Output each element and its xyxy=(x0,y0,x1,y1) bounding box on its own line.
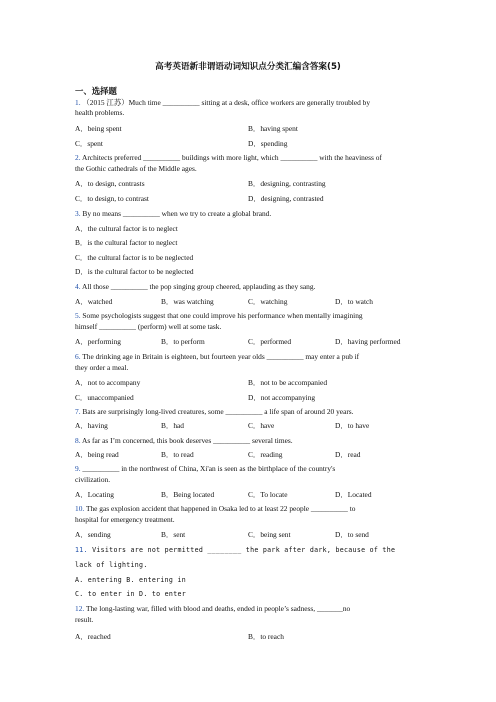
option-c[interactable]: C．unaccompanied xyxy=(75,393,134,402)
option-b[interactable]: B．sent xyxy=(161,530,186,539)
question-text: All those __________ the pop singing group cheered, applauding as they sang. xyxy=(82,282,316,291)
question-number: 10. xyxy=(75,504,85,513)
option-b[interactable]: B．to perform xyxy=(161,337,205,346)
option-b[interactable]: B．not to be accompanied xyxy=(248,378,328,387)
option-d[interactable]: D．is the cultural factor to be neglected xyxy=(75,267,194,276)
question-number: 2. xyxy=(75,153,81,162)
question-number: 3. xyxy=(75,209,81,218)
option-a[interactable]: A．not to accompany xyxy=(75,378,141,387)
section-heading: 一、选择题 xyxy=(75,86,117,96)
option-c[interactable]: C．to design, to contrast xyxy=(75,194,149,203)
question-text: Architects preferred __________ buildings with more light, which __________ with the heaviness of xyxy=(82,153,382,162)
question-text-cont: the Gothic cathedrals of the Middle ages. xyxy=(75,164,197,173)
question-12 xyxy=(75,604,427,613)
option-c[interactable]: C．reading xyxy=(248,450,283,459)
question-2 xyxy=(75,153,427,162)
question-text: （2015 江苏）Much time __________ sitting at a desk, office workers are generally troubled by xyxy=(82,98,371,107)
question-text: Visitors are not permitted ________ the park after dark, because of the xyxy=(92,546,396,554)
question-6 xyxy=(75,352,427,361)
question-text: __________ in the northwest of China, Xi'an is seen as the birthplace of the country's xyxy=(82,464,336,473)
option-b[interactable]: B．Being located xyxy=(161,490,215,499)
question-11 xyxy=(75,546,427,555)
question-text-cont: health problems. xyxy=(75,108,125,117)
option-c[interactable]: C．the cultural factor is to be neglected xyxy=(75,253,194,262)
option-a[interactable]: A．reached xyxy=(75,632,111,641)
question-number: 7. xyxy=(75,407,81,416)
option-c[interactable]: C．have xyxy=(248,421,275,430)
option-d[interactable]: D．to watch xyxy=(335,297,373,306)
question-number: 8. xyxy=(75,436,81,445)
question-text-cont: result. xyxy=(75,615,94,624)
question-4 xyxy=(75,282,427,291)
option-a[interactable]: A．sending xyxy=(75,530,111,539)
option-a[interactable]: A．Locating xyxy=(75,490,114,499)
question-9 xyxy=(75,464,427,473)
option-c[interactable]: C．being sent xyxy=(248,530,291,539)
option-b[interactable]: B．to reach xyxy=(248,632,284,641)
question-text-cont: lack of lighting. xyxy=(75,561,148,569)
option-a[interactable]: A．to design, contrasts xyxy=(75,179,145,188)
option-d[interactable]: D．Located xyxy=(335,490,372,499)
option-b[interactable]: B．to read xyxy=(161,450,194,459)
question-3 xyxy=(75,209,427,218)
option-b[interactable]: B．had xyxy=(161,421,184,430)
option-d[interactable]: D．having performed xyxy=(335,337,401,346)
option-d[interactable]: D．read xyxy=(335,450,361,459)
question-5 xyxy=(75,311,427,320)
option-d[interactable]: D．to send xyxy=(335,530,369,539)
question-text: The gas explosion accident that happened in Osaka led to at least 22 people __________ to xyxy=(85,504,356,513)
question-7 xyxy=(75,407,427,416)
question-1 xyxy=(75,98,427,107)
option-b[interactable]: B．was watching xyxy=(161,297,214,306)
option-a-b[interactable]: A. entering B. entering in xyxy=(75,576,187,584)
question-number: 12. xyxy=(75,604,85,613)
option-c[interactable]: C．performed xyxy=(248,337,292,346)
option-d[interactable]: D．spending xyxy=(248,139,288,148)
question-number: 9. xyxy=(75,464,81,473)
option-d[interactable]: D．designing, contrasted xyxy=(248,194,324,203)
question-text: The drinking age in Britain is eighteen, but fourteen year olds __________ may enter a pub if xyxy=(82,352,360,361)
option-a[interactable]: A．being read xyxy=(75,450,119,459)
option-c[interactable]: C．To locate xyxy=(248,490,288,499)
option-a[interactable]: A．having xyxy=(75,421,108,430)
question-10 xyxy=(75,504,427,513)
option-b[interactable]: B．is the cultural factor to neglect xyxy=(75,238,178,247)
option-a[interactable]: A．being spent xyxy=(75,124,122,133)
question-text-cont: they order a meal. xyxy=(75,363,129,372)
question-number: 4. xyxy=(75,282,81,291)
question-text: Some psychologists suggest that one could improve his performance when mentally imagining xyxy=(82,311,363,320)
question-number: 11. xyxy=(75,546,88,554)
option-d[interactable]: D．not accompanying xyxy=(248,393,316,402)
option-c-d[interactable]: C. to enter in D. to enter xyxy=(75,590,187,598)
option-b[interactable]: B．designing, contrasting xyxy=(248,179,326,188)
question-8 xyxy=(75,436,427,445)
option-b[interactable]: B．having spent xyxy=(248,124,298,133)
question-text: As far as I’m concerned, this book deserves __________ several times. xyxy=(82,436,293,445)
document-title: 高考英语新非谓语动词知识点分类汇编含答案(5) xyxy=(155,62,341,72)
question-text-cont: hospital for emergency treatment. xyxy=(75,515,175,524)
question-text-cont: himself __________ (perform) well at some task. xyxy=(75,322,222,331)
question-number: 5. xyxy=(75,311,81,320)
question-number: 6. xyxy=(75,352,81,361)
question-text: The long-lasting war, filled with blood and deaths, ended in people’s sadness, _______no xyxy=(85,604,351,613)
question-text-cont: civilization. xyxy=(75,475,111,484)
question-text: Bats are surprisingly long-lived creatures, some __________ a life span of around 20 years. xyxy=(82,407,354,416)
option-a[interactable]: A．watched xyxy=(75,297,113,306)
question-number: 1. xyxy=(75,98,81,107)
option-a[interactable]: A．the cultural factor is to neglect xyxy=(75,224,178,233)
option-c[interactable]: C．spent xyxy=(75,139,103,148)
option-c[interactable]: C．watching xyxy=(248,297,288,306)
option-d[interactable]: D．to have xyxy=(335,421,370,430)
question-text: By no means __________ when we try to create a global brand. xyxy=(82,209,272,218)
option-a[interactable]: A．performing xyxy=(75,337,121,346)
